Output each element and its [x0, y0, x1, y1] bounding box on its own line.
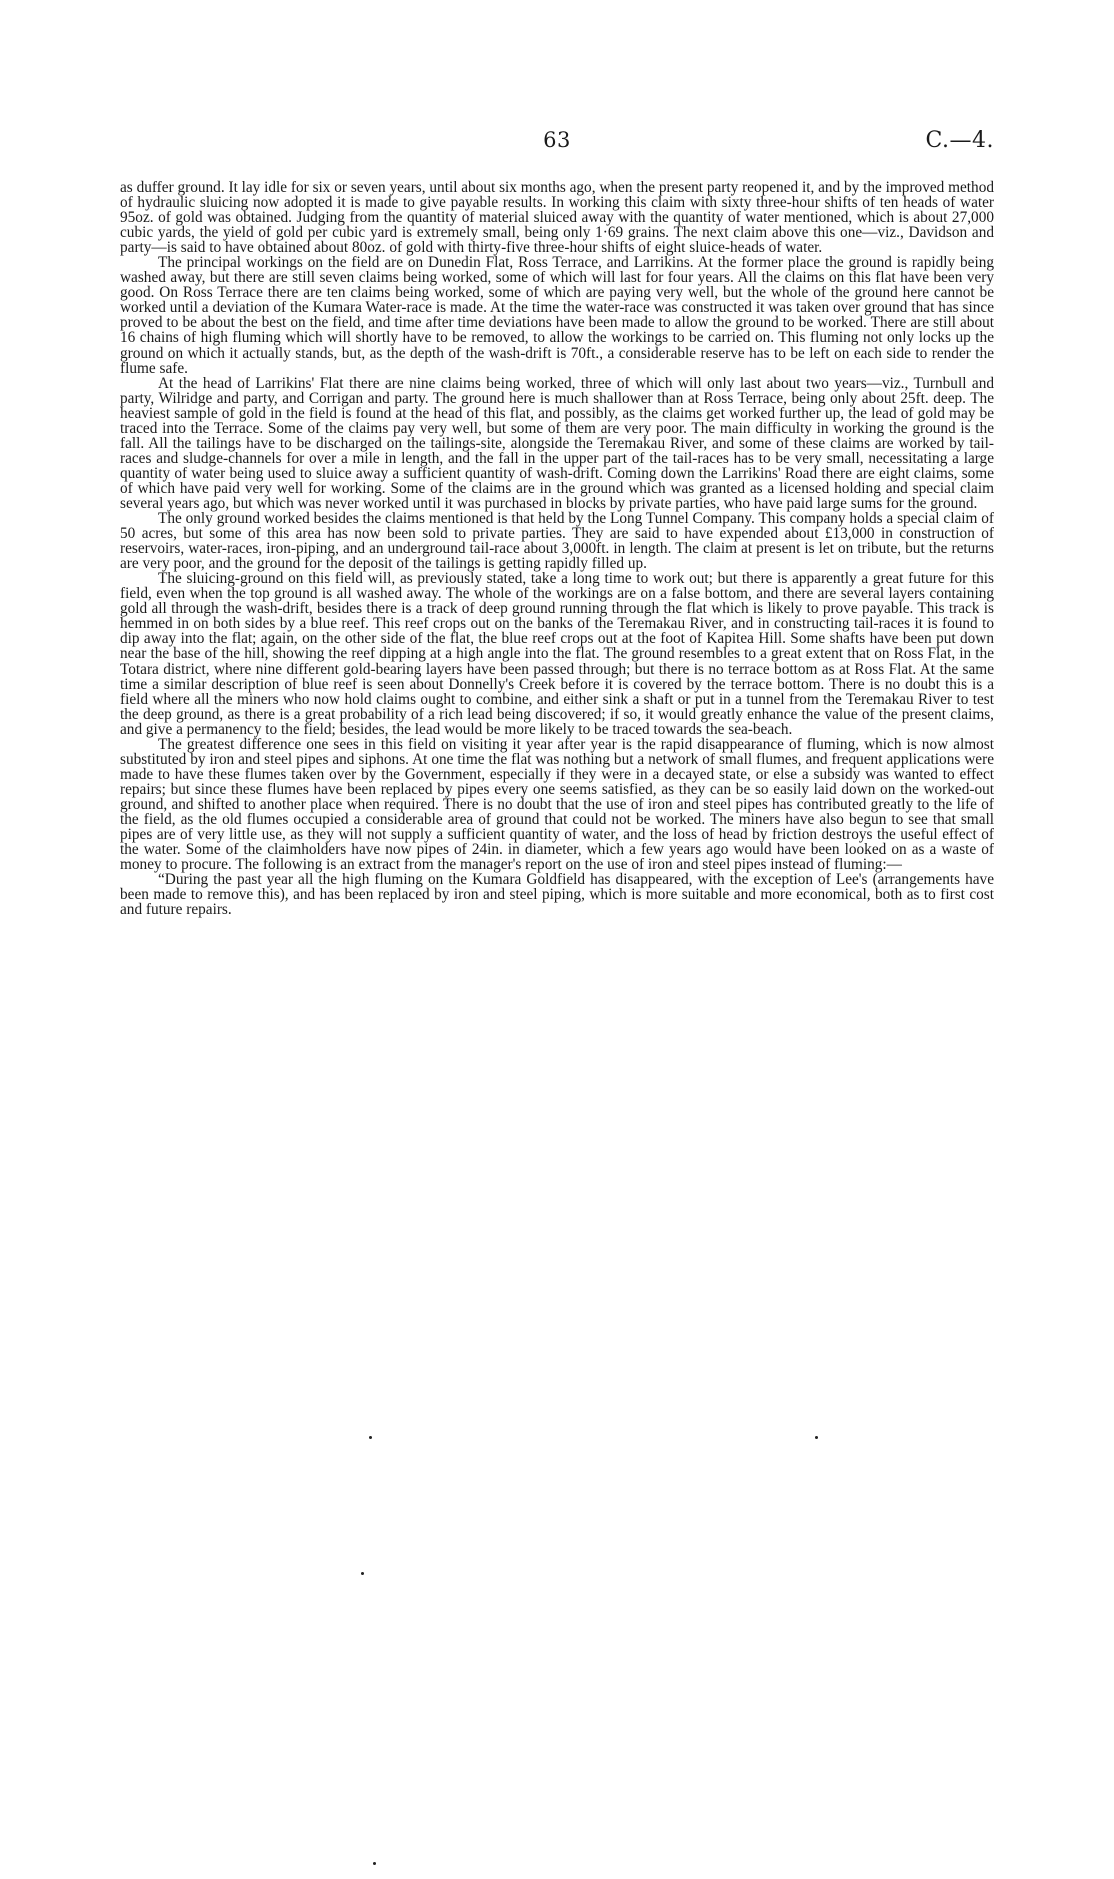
scan-speck — [373, 1862, 376, 1865]
paragraph-long-tunnel-company: The only ground worked besides the claims mentioned is that held by the Long Tunnel Company. This company holds a special claim of 50 acres, but some of this area has now been sold to private parties. They are said to have expended about £13,000 in construction of reservoirs, water-races, iron-piping, and an underground tail-race about 3,000ft. in length. The claim at present is let on tribute, but the returns are very poor, and the ground for the deposit of the tailings is getting rapidly filled up. — [120, 510, 994, 573]
paragraph-sluicing-ground: The sluicing-ground on this field will, as previously stated, take a long time to work out; but there is apparently a great future for this field, even when the top ground is all washed away. The whole of the workings are on a false bottom, and there are several layers containing gold all through the wash-drift, besides there is a track of deep ground running through the flat which is likely to prove payable. This track is hemmed in on both sides by a blue reef. This reef crops out on the banks of the Teremakau River, and in constructing tail-races it is found to dip away into the flat; again, on the other side of the flat, the blue reef crops out at the foot of Kapitea Hill. Some shafts have been put down near the base of the hill, showing the reef dipping at a high angle into the flat. The ground resembles to a great extent that on Ross Flat, in the Totara district, where nine different gold-bearing layers have been passed through; but there is no terrace bottom as at Ross Flat. At the same time a similar description of blue reef is seen about Donnelly's Creek before it is covered by the terrace bottom. There is no doubt this is a field where all the miners who now hold claims ought to combine, and either sink a shaft or put in a tunnel from the Teremakau River to test the deep ground, as there is a great probability of a rich lead being discovered; if so, it would greatly enhance the value of the present claims, and give a permanency to the field; besides, the lead would be more likely to be traced towards the sea-beach. — [120, 570, 994, 738]
paragraph-principal-workings: The principal workings on the field are on Dunedin Flat, Ross Terrace, and Larrikins. At the former place the ground is rapidly being washed away, but there are still seven claims being worked, some of which will last for four years. All the claims on this flat have been very good. On Ross Terrace there are ten claims being worked, some of which are paying very well, but the whole of the ground here cannot be worked until a deviation of the Kumara Water-race is made. At the time the water-race was constructed it was taken over ground that has since proved to be about the best on the field, and time after time deviations have been made to allow the ground to be worked. There are still about 16 chains of high fluming which will shortly have to be removed, to allow the workings to be carried on. This fluming not only locks up the ground on which it actually stands, but, as the depth of the wash-drift is 70ft., a considerable reserve has to be left on each side to render the flume safe. — [120, 254, 994, 377]
paragraph-continued: as duffer ground. It lay idle for six or seven years, until about six months ago, when the present party reopened it, and by the improved method of hydraulic sluicing now adopted it is made to give payable results. In working this claim with sixty three-hour shifts of ten heads of water 95oz. of gold was obtained. Judging from the quantity of material sluiced away with the quantity of water mentioned, which is about 27,000 cubic yards, the yield of gold per cubic yard is extremely small, being only 1·69 grains. The next claim above this one—viz., Davidson and party—is said to have obtained about 80oz. of gold with thirty-five three-hour shifts of eight sluice-heads of water. — [120, 179, 994, 257]
paragraph-larrikins-flat: At the head of Larrikins' Flat there are nine claims being worked, three of which will only last about two years—viz., Turnbull and party, Wilridge and party, and Corrigan and party. The ground here is much shallower than at Ross Terrace, being only about 25ft. deep. The heaviest sample of gold in the field is found at the head of this flat, and possibly, as the claims get worked further up, the lead of gold may be traced into the Terrace. Some of the claims pay very well, but some of them are very poor. The main difficulty in working the ground is the fall. All the tailings have to be discharged on the tailings-site, alongside the Teremakau River, and some of these claims are worked by tail-races and sludge-channels for over a mile in length, and the fall in the upper part of the tail-races has to be very small, necessitating a large quantity of water being used to sluice away a sufficient quantity of wash-drift. Coming down the Larrikins' Road there are eight claims, some of which have paid very well for working. Some of the claims are in the ground which was granted as a licensed holding and special claim several years ago, but which was never worked until it was purchased in blocks by private parties, who have paid large sums for the ground. — [120, 374, 994, 512]
scan-speck — [369, 1436, 372, 1439]
document-code: C.—4. — [925, 128, 994, 153]
paragraph-fluming-disappearance: The greatest difference one sees in this field on visiting it year after year is the rapid disappearance of fluming, which is now almost substituted by iron and steel pipes and siphons. At one time the flat was nothing but a network of small flumes, and frequent applications were made to have these flumes taken over by the Government, especially if they were in a decayed state, or else a subsidy was wanted to effect repairs; but since these flumes have been replaced by pipes every one seems satisfied, as they can be so easily laid down on the worked-out ground, and shifted to another place when required. There is no doubt that the use of iron and steel pipes has contributed greatly to the life of the field, as the old flumes occupied a considerable area of ground that could not be worked. The miners have also begun to see that small pipes are of very little use, as they will not supply a sufficient quantity of water, and the loss of head by friction destroys the useful effect of the water. Some of the claimholders have now pipes of 24in. in diameter, which a few years ago would have been looked on as a waste of money to procure. The following is an extract from the manager's report on the use of iron and steel pipes instead of fluming:— — [120, 735, 994, 874]
page-number: 63 — [543, 128, 571, 152]
paragraph-manager-report-quote: “During the past year all the high fluming on the Kumara Goldfield has disappeared, with the exception of Lee's (arrangements have been made to remove this), and has been replaced by iron and steel piping, which is more suitable and more economical, both as to first cost and future repairs. — [120, 871, 994, 919]
body-text — [120, 180, 994, 917]
page-header — [120, 128, 994, 162]
scan-speck — [361, 1572, 364, 1575]
scan-speck — [815, 1436, 818, 1439]
